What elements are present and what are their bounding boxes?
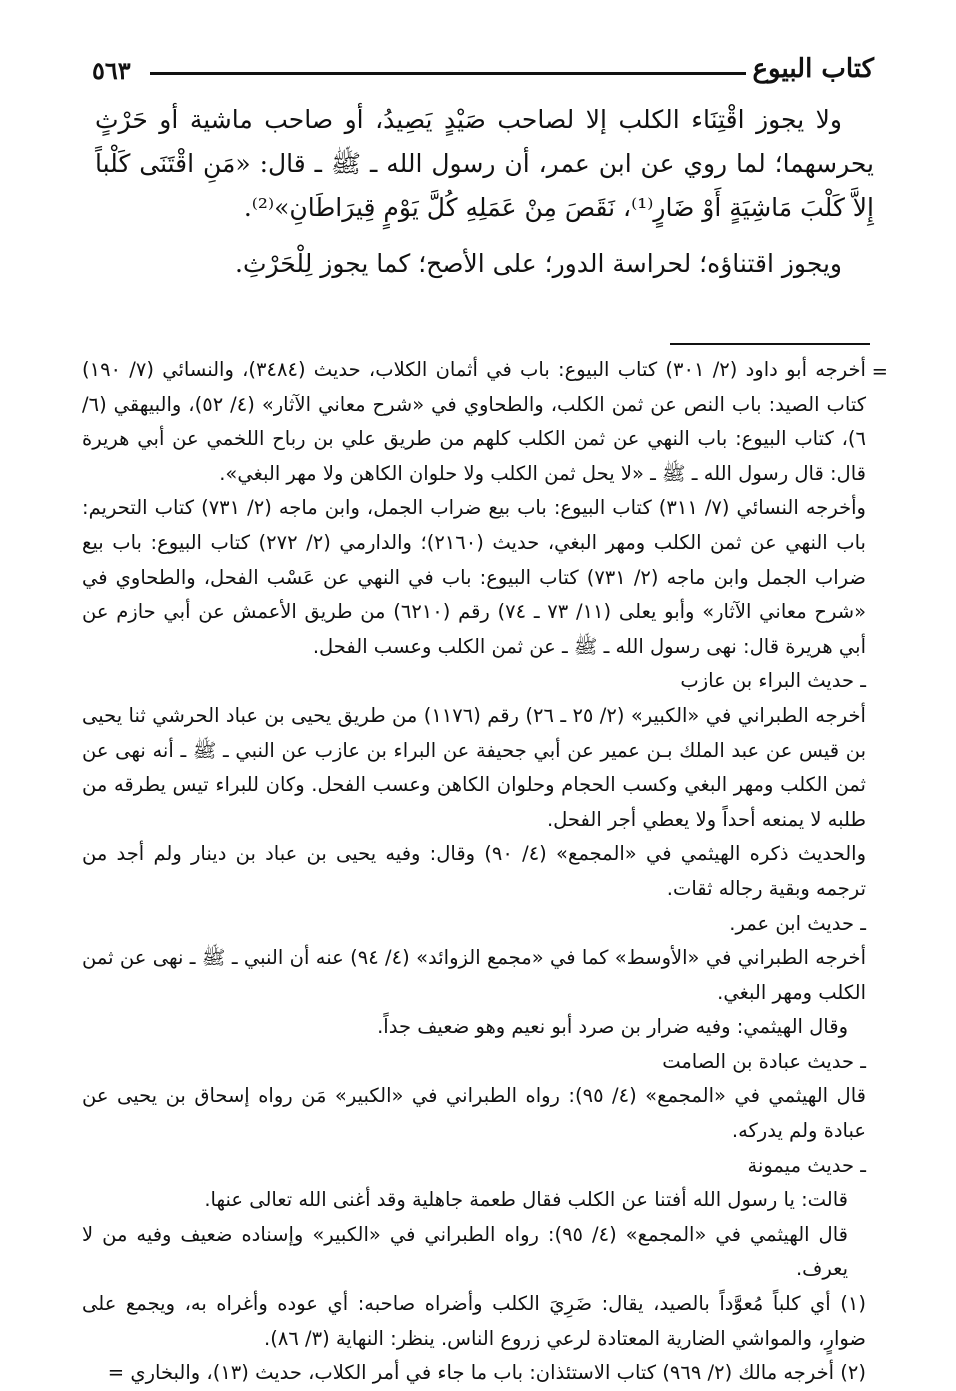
footnote-line: قال الهيثمي في «المجمع» (٤/ ٩٥): رواه الطبراني في «الكبير» وإسناده ضعيف وفيه من لا يعرف.	[82, 1222, 848, 1281]
footnote-line: وأخرجه النسائي (٧/ ٣١١) كتاب البيوع: باب بيع ضراب الجمل، وابن ماجه (٢/ ٧٣١) كتاب التحريم: باب النهي عن ثمن الكلب ومهر البغي، حديث (٢١٦٠)؛ والدارمي (٢/ ٢٧٢) كتاب البيوع: باب بيع ضراب الجمل وابن ماجه (٢/ ٧٣١) كتاب البيوع: باب في النهي عن عَسْب الفحل، والطحاوي في «شرح معاني الآثار» وأبو يعلى (١١/ ٧٣ ـ ٧٤) رقم (٦٢١٠) من طريق الأعمش عن أبي حازم عن أبي هريرة قال: نهى رسول الله ـ ﷺ ـ عن ثمن الكلب وعسب الفحل.	[82, 496, 866, 658]
footnote-line: أخرجه الطبراني في «الكبير» (٢/ ٢٥ ـ ٢٦) رقم (١١٧٦) من طريق يحيى بن عباد الحرشي ثنا يحيى بن قيس عن عبد الملك بـن عمير عن أبي جحيفة عن البراء بن عازب عن النبي ـ ﷺ ـ أنه نهى عن ثمن الكلب ومهر البغي وكسب الحجام وحلوان الكاهن وعسب الفحل. وكان للبراء تيس يطرقه من طلبه لا يمنعه أحداً ولا يعطي أجر الفحل.	[82, 703, 866, 831]
running-header	[92, 52, 874, 92]
footnote-separator	[670, 343, 870, 345]
chapter-title: كتاب البيوع	[752, 54, 874, 84]
footnote-line: وقال الهيثمي: وفيه ضرار بن صرد أبو نعيم وهو ضعيف جداً.	[377, 1015, 848, 1039]
footnote-line: أخرجه أبو داود (٢/ ٣٠١) كتاب البيوع: باب في أثمان الكلاب، حديث (٣٤٨٤)، والنسائي (٧/ ١٩٠) كتاب الصيد: باب النص عن ثمن الكلب، والطحاوي في «شرح معاني الآثار» (٤/ ٥٢)، والبيهقي (٦/ ٦)، كتاب البيوع: باب النهي عن ثمن الكلب كلهم من طريق علي بن رباح اللخمي عن أبي هريرة قال: قال رسول الله ـ ﷺ ـ «لا يحل ثمن الكلب ولا حلوان الكاهن ولا مهر البغي».	[82, 358, 866, 485]
page-number: ٥٦٣	[92, 56, 131, 85]
main-paragraph-2: ويجوز اقتناؤه؛ لحراسة الدور؛ على الأصح؛ كما يجوز لِلْحَرْثِ.	[235, 249, 842, 278]
footnote-line: ـ حديث عبادة بن الصامت	[662, 1049, 866, 1073]
main-text	[95, 98, 874, 286]
continuation-mark: =	[871, 360, 888, 383]
footnote-line: ـ حديث ميمونة	[747, 1153, 866, 1177]
footnote-2: (٢) أخرجه مالك (٢/ ٩٦٩) كتاب الاستئذان: باب ما جاء في أمر الكلاب، حديث (١٣)، والبخاري =	[107, 1361, 866, 1385]
footnote-line: قالت: يا رسول الله أفتنا عن الكلب فقال طعمة جاهلية وقد أغنى الله تعالى عنها.	[204, 1188, 848, 1212]
footnote-line: ـ حديث ابن عمر.	[729, 911, 866, 935]
main-paragraph-1: ولا يجوز اقْتِنَاء الكلب إلا لصاحب صَيْدٍ يَصِيدُ، أو صاحب ماشية أو حَرْثٍ يحرسهما؛ لما روي عن ابن عمر، أن رسول الله ـ ﷺ ـ قال: «مَنِ اقْتَنَى كَلْباً إِلاَّ كَلْبَ مَاشِيَةٍ أَوْ ضَارٍ⁽¹⁾، نَقَصَ مِنْ عَمَلِهِ كُلَّ يَوْمٍ قِيرَاطَانِ»⁽²⁾.	[95, 105, 874, 222]
footnote-1: (١) أي كلباً مُعوَّداً بالصيد، يقال: ضَرِيَ الكلب وأضراه صاحبه: أي عوده وأغراه به، ويجمع على ضوارٍ، والمواشي الضارية المعتادة لرعي زروع الناس. ينظر: النهاية (٣/ ٨٦).	[82, 1292, 866, 1350]
footnote-line: قال الهيثمي في «المجمع» (٤/ ٩٥): رواه الطبراني في «الكبير» مَن رواه إسحاق بن يحيى عن عبادة ولم يدركه.	[82, 1084, 866, 1143]
footnote-line: ـ حديث البراء بن عازب	[680, 669, 866, 693]
footnotes	[82, 353, 888, 1391]
footnote-line: والحديث ذكره الهيثمي في «المجمع» (٤/ ٩٠) وقال: وفيه يحيى بن عباد بن دينار ولم أجد من ترجمه وبقية رجاله ثقات.	[82, 842, 866, 900]
footnote-line: أخرجه الطبراني في «الأوسط» كما في «مجمع الزوائد» (٤/ ٩٤) عنه أن النبي ـ ﷺ ـ نهى عن ثمن الكلب ومهر البغي.	[82, 946, 866, 1004]
header-rule	[150, 72, 746, 75]
